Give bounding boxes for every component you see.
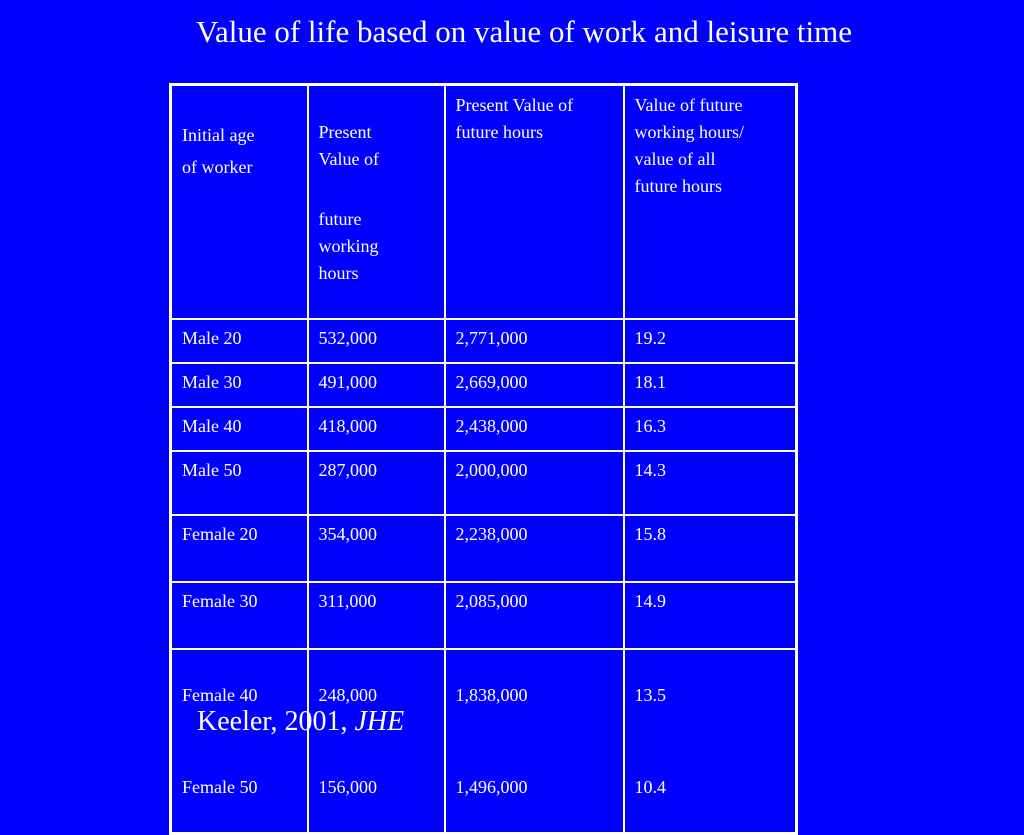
cell-pv-work: 311,000 bbox=[308, 582, 445, 649]
cell-pv-work: 418,000 bbox=[308, 407, 445, 451]
cell-pv-work: 532,000 bbox=[308, 319, 445, 363]
cell-ratio-top: 13.5 bbox=[634, 685, 666, 705]
cell-pv-future-top: 1,838,000 bbox=[455, 685, 528, 705]
table-row bbox=[171, 582, 797, 649]
cell-pv-future: 2,000,000 bbox=[445, 451, 624, 515]
table-row bbox=[171, 515, 797, 582]
cell-pv-future: 2,438,000 bbox=[445, 407, 624, 451]
cell-pv-work: 287,000 bbox=[308, 451, 445, 515]
cell-ratio: 18.1 bbox=[624, 363, 797, 407]
citation bbox=[197, 705, 404, 739]
cell-age: Male 20 bbox=[171, 319, 308, 363]
table-row bbox=[171, 649, 797, 834]
cell-pv-work-top: 248,000 bbox=[318, 685, 377, 705]
cell-ratio: 15.8 bbox=[624, 515, 797, 582]
cell-ratio: 14.3 bbox=[624, 451, 797, 515]
cell-age-bottom: Female 50 bbox=[182, 777, 258, 797]
cell-age: Female 20 bbox=[171, 515, 308, 582]
cell-ratio bbox=[624, 649, 797, 834]
cell-age: Male 40 bbox=[171, 407, 308, 451]
table-row bbox=[171, 451, 797, 515]
cell-age bbox=[171, 649, 308, 834]
citation-author-year: Keeler, 2001, bbox=[197, 706, 355, 737]
table-row bbox=[171, 363, 797, 407]
slide-title: Value of life based on value of work and leisure time bbox=[196, 14, 852, 49]
citation-journal: JHE bbox=[354, 706, 405, 737]
header-initial-age-label: Initial age of worker bbox=[182, 125, 255, 177]
header-ratio: Value of future working hours/ value of all future hours bbox=[624, 85, 797, 320]
table-row bbox=[171, 319, 797, 363]
header-pv-working-hours bbox=[308, 85, 445, 320]
cell-pv-work: 354,000 bbox=[308, 515, 445, 582]
header-pv-working-hours-top: Present Value of bbox=[318, 122, 379, 169]
cell-ratio: 14.9 bbox=[624, 582, 797, 649]
cell-ratio: 16.3 bbox=[624, 407, 797, 451]
cell-age: Male 50 bbox=[171, 451, 308, 515]
cell-pv-future: 2,238,000 bbox=[445, 515, 624, 582]
cell-ratio: 19.2 bbox=[624, 319, 797, 363]
header-initial-age bbox=[171, 85, 308, 320]
cell-pv-future: 2,771,000 bbox=[445, 319, 624, 363]
table-row bbox=[171, 407, 797, 451]
cell-pv-future bbox=[445, 649, 624, 834]
cell-age-top: Female 40 bbox=[182, 685, 258, 705]
cell-pv-work: 491,000 bbox=[308, 363, 445, 407]
header-pv-working-hours-bottom: future working hours bbox=[318, 209, 379, 283]
cell-pv-future-bottom: 1,496,000 bbox=[455, 777, 528, 797]
table-header-row bbox=[171, 85, 797, 320]
cell-pv-work-bottom: 156,000 bbox=[318, 777, 377, 797]
cell-pv-work bbox=[308, 649, 445, 834]
cell-age: Female 30 bbox=[171, 582, 308, 649]
cell-pv-future: 2,669,000 bbox=[445, 363, 624, 407]
cell-age: Male 30 bbox=[171, 363, 308, 407]
cell-pv-future: 2,085,000 bbox=[445, 582, 624, 649]
cell-ratio-bottom: 10.4 bbox=[634, 777, 666, 797]
header-pv-future-hours: Present Value of future hours bbox=[445, 85, 624, 320]
